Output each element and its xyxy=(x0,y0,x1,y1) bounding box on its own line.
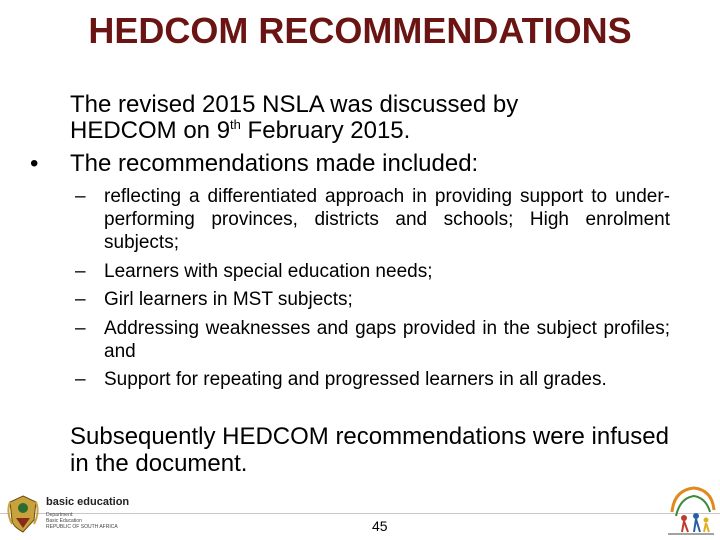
intro-line-1: The revised 2015 NSLA was discussed by xyxy=(70,91,519,118)
intro-date-month: February 2015. xyxy=(240,117,411,144)
dash-icon: – xyxy=(75,186,86,207)
dash-icon: – xyxy=(75,318,86,339)
dash-icon: – xyxy=(75,261,86,282)
sub-item-text: Support for repeating and progressed learners in all grades. xyxy=(104,369,607,390)
coat-of-arms-icon xyxy=(6,494,40,534)
intro-paragraph xyxy=(70,92,670,144)
intro-date-text: HEDCOM on 9 xyxy=(70,117,231,144)
bullet-icon: • xyxy=(30,150,39,177)
logo-subtext xyxy=(46,512,118,530)
dash-icon: – xyxy=(75,289,86,310)
sub-item-text: Girl learners in MST subjects; xyxy=(104,289,353,310)
basic-education-logo xyxy=(6,490,130,538)
slide-title: HEDCOM RECOMMENDATIONS xyxy=(88,10,632,51)
sub-item-text: Addressing weaknesses and gaps provided in the subject profiles; and xyxy=(104,318,670,362)
closing-paragraph: Subsequently HEDCOM recommendations were infused in the document. xyxy=(70,423,669,477)
sub-item-text: reflecting a differentiated approach in providing support to under-performing provinces, districts and schools; High enrolment subjects; xyxy=(104,186,670,253)
logo-subtext-line: REPUBLIC OF SOUTH AFRICA xyxy=(46,524,118,530)
sub-item-text: Learners with special education needs; xyxy=(104,261,433,282)
page-number: 45 xyxy=(372,518,388,534)
logo-subtext-line: Department: xyxy=(46,512,74,518)
logo-wordmark: basic education xyxy=(46,496,130,508)
logo-subtext-line: Basic Education xyxy=(46,518,82,524)
dash-icon: – xyxy=(75,369,86,390)
bullet-text: The recommendations made included: xyxy=(70,150,479,177)
intro-line-2 xyxy=(70,118,670,144)
anniversary-emblem-icon xyxy=(664,482,718,538)
intro-date-superscript: th xyxy=(230,117,241,132)
